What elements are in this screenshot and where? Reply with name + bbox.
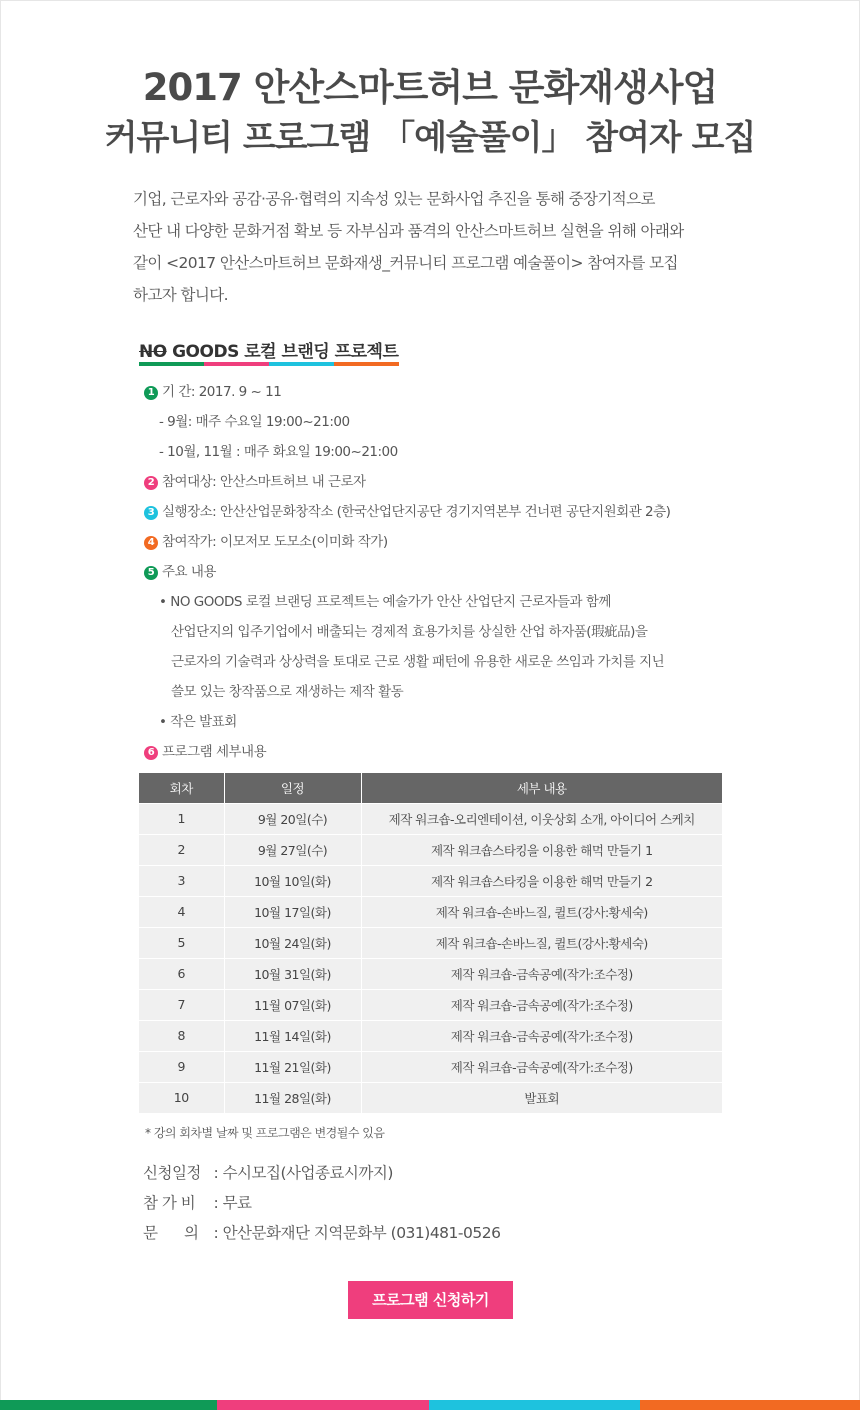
details-cell: 제작 워크숍-금속공예(작가:조수정)	[361, 989, 722, 1020]
session-cell: 9	[139, 1051, 224, 1082]
table-row	[139, 803, 722, 834]
info-value: : 수시모집(사업종료시까지)	[213, 1164, 393, 1182]
page-title-line1: 2017 안산스마트허브 문화재생사업	[142, 66, 718, 109]
date-cell: 10월 10일(화)	[224, 865, 361, 896]
underline-segment-orange	[334, 362, 399, 366]
content-text: 쓸모 있는 창작품으로 재생하는 제작 활동	[171, 684, 404, 700]
underline-segment-cyan	[269, 362, 334, 366]
details-cell: 제작 워크숍-금속공예(작가:조수정)	[361, 958, 722, 989]
date-cell: 11월 07일(화)	[224, 989, 361, 1020]
number-2-icon: 2	[144, 476, 158, 490]
details-cell: 제작 워크숍-오리엔테이션, 이웃상회 소개, 아이디어 스케치	[361, 803, 722, 834]
info-value: : 안산문화재단 지역문화부 (031)481-0526	[213, 1224, 501, 1242]
intro-line: 같이 <2017 안산스마트허브 문화재생_커뮤니티 프로그램 예술풀이> 참여자를 모집	[133, 254, 678, 272]
session-cell: 8	[139, 1020, 224, 1051]
info-label: 문 의	[143, 1224, 199, 1242]
underline-segment-green	[139, 362, 204, 366]
table-row	[139, 1082, 722, 1113]
session-cell: 6	[139, 958, 224, 989]
session-cell: 2	[139, 834, 224, 865]
underline-segment-pink	[204, 362, 269, 366]
session-cell: 7	[139, 989, 224, 1020]
date-cell: 11월 28일(화)	[224, 1082, 361, 1113]
content-text: 산업단지의 입주기업에서 배출되는 경제적 효용가치를 상실한 산업 하자품(瑕疵品)을	[171, 624, 648, 640]
date-cell: 10월 24일(화)	[224, 927, 361, 958]
session-cell: 4	[139, 896, 224, 927]
table-row	[139, 896, 722, 927]
bullet-dot-icon: •	[159, 714, 167, 730]
number-6-icon: 6	[144, 746, 158, 760]
number-4-icon: 4	[144, 536, 158, 550]
date-cell: 10월 17일(화)	[224, 896, 361, 927]
table-row	[139, 989, 722, 1020]
list-item-period	[144, 380, 281, 400]
info-apply-period	[143, 1161, 393, 1183]
table-row	[139, 834, 722, 865]
intro-paragraph	[133, 183, 753, 311]
info-label: 참 가 비	[143, 1194, 196, 1212]
session-cell: 5	[139, 927, 224, 958]
session-cell: 10	[139, 1082, 224, 1113]
details-cell: 제작 워크숍스타킹을 이용한 해먹 만들기 1	[361, 834, 722, 865]
table-row	[139, 1051, 722, 1082]
details-cell: 제작 워크숍-금속공예(작가:조수정)	[361, 1020, 722, 1051]
details-cell: 발표회	[361, 1082, 722, 1113]
list-item-text: 프로그램 세부내용	[162, 744, 267, 760]
project-title-underline	[139, 362, 399, 366]
project-title	[139, 337, 398, 362]
content-text: NO GOODS 로컬 브랜딩 프로젝트는 예술가가 안산 산업단지 근로자들과 함께	[170, 594, 611, 610]
footer-stripe-green	[0, 1400, 217, 1410]
date-cell: 10월 31일(화)	[224, 958, 361, 989]
list-item-schedule	[144, 740, 266, 760]
page-title-line2: 커뮤니티 프로그램 「예술풀이」 참여자 모집	[104, 118, 756, 158]
number-3-icon: 3	[144, 506, 158, 520]
table-row	[139, 1020, 722, 1051]
intro-line: 산단 내 다양한 문화거점 확보 등 자부심과 품격의 안산스마트허브 실현을 위해 아래와	[133, 222, 684, 240]
column-header-details: 세부 내용	[361, 773, 722, 803]
list-item-artist	[144, 530, 388, 550]
date-cell: 11월 21일(화)	[224, 1051, 361, 1082]
list-item-text: 참여대상: 안산스마트허브 내 근로자	[162, 474, 366, 490]
details-cell: 제작 워크숍-손바느질, 퀼트(강사:황세숙)	[361, 927, 722, 958]
footer-stripe-cyan	[429, 1400, 640, 1410]
project-title-strike: NO	[139, 342, 167, 362]
info-fee	[143, 1191, 252, 1213]
project-title-rest: GOODS 로컬 브랜딩 프로젝트	[166, 342, 399, 362]
session-cell: 3	[139, 865, 224, 896]
column-header-session: 회차	[139, 773, 224, 803]
list-item-text: 참여작가: 이모저모 도모소(이미화 작가)	[162, 534, 388, 550]
table-row	[139, 865, 722, 896]
session-cell: 1	[139, 803, 224, 834]
details-cell: 제작 워크숍-금속공예(작가:조수정)	[361, 1051, 722, 1082]
list-subitem: - 10월, 11월 : 매주 화요일 19:00~21:00	[159, 444, 398, 460]
schedule-note: * 강의 회차별 날짜 및 프로그램은 변경될수 있음	[145, 1126, 385, 1140]
date-cell: 9월 20일(수)	[224, 803, 361, 834]
footer-color-stripe	[0, 1400, 860, 1410]
footer-stripe-orange	[640, 1400, 860, 1410]
list-subitem: - 9월: 매주 수요일 19:00~21:00	[159, 414, 350, 430]
details-cell: 제작 워크숍-손바느질, 퀼트(강사:황세숙)	[361, 896, 722, 927]
intro-line: 하고자 합니다.	[133, 286, 228, 304]
list-item-content	[144, 560, 216, 580]
schedule-table	[139, 773, 722, 1113]
content-text: 근로자의 기술력과 상상력을 토대로 근로 생활 패턴에 유용한 새로운 쓰임과 가치를 지닌	[171, 654, 665, 670]
date-cell: 9월 27일(수)	[224, 834, 361, 865]
bullet-dot-icon: •	[159, 594, 167, 610]
content-text: 작은 발표회	[170, 714, 237, 730]
number-1-icon: 1	[144, 386, 158, 400]
list-item-target	[144, 470, 366, 490]
list-item-text: 기 간: 2017. 9 ~ 11	[162, 384, 282, 400]
list-item-location	[144, 500, 670, 520]
info-value: : 무료	[213, 1194, 252, 1212]
table-row	[139, 927, 722, 958]
table-header-row	[139, 773, 722, 803]
intro-line: 기업, 근로자와 공감·공유·협력의 지속성 있는 문화사업 추진을 통해 중장기적으로	[133, 190, 655, 208]
table-row	[139, 958, 722, 989]
content-bullet	[159, 710, 237, 730]
number-5-icon: 5	[144, 566, 158, 580]
column-header-date: 일정	[224, 773, 361, 803]
date-cell: 11월 14일(화)	[224, 1020, 361, 1051]
info-label: 신청일정	[143, 1164, 201, 1182]
info-contact	[143, 1221, 500, 1243]
apply-program-button[interactable]: 프로그램 신청하기	[348, 1281, 513, 1319]
details-cell: 제작 워크숍스타킹을 이용한 해먹 만들기 2	[361, 865, 722, 896]
footer-stripe-pink	[217, 1400, 429, 1410]
list-item-text: 주요 내용	[162, 564, 216, 580]
content-bullet	[159, 590, 611, 610]
list-item-text: 실행장소: 안산산업문화창작소 (한국산업단지공단 경기지역본부 건너편 공단지원회관 2층)	[162, 504, 671, 520]
